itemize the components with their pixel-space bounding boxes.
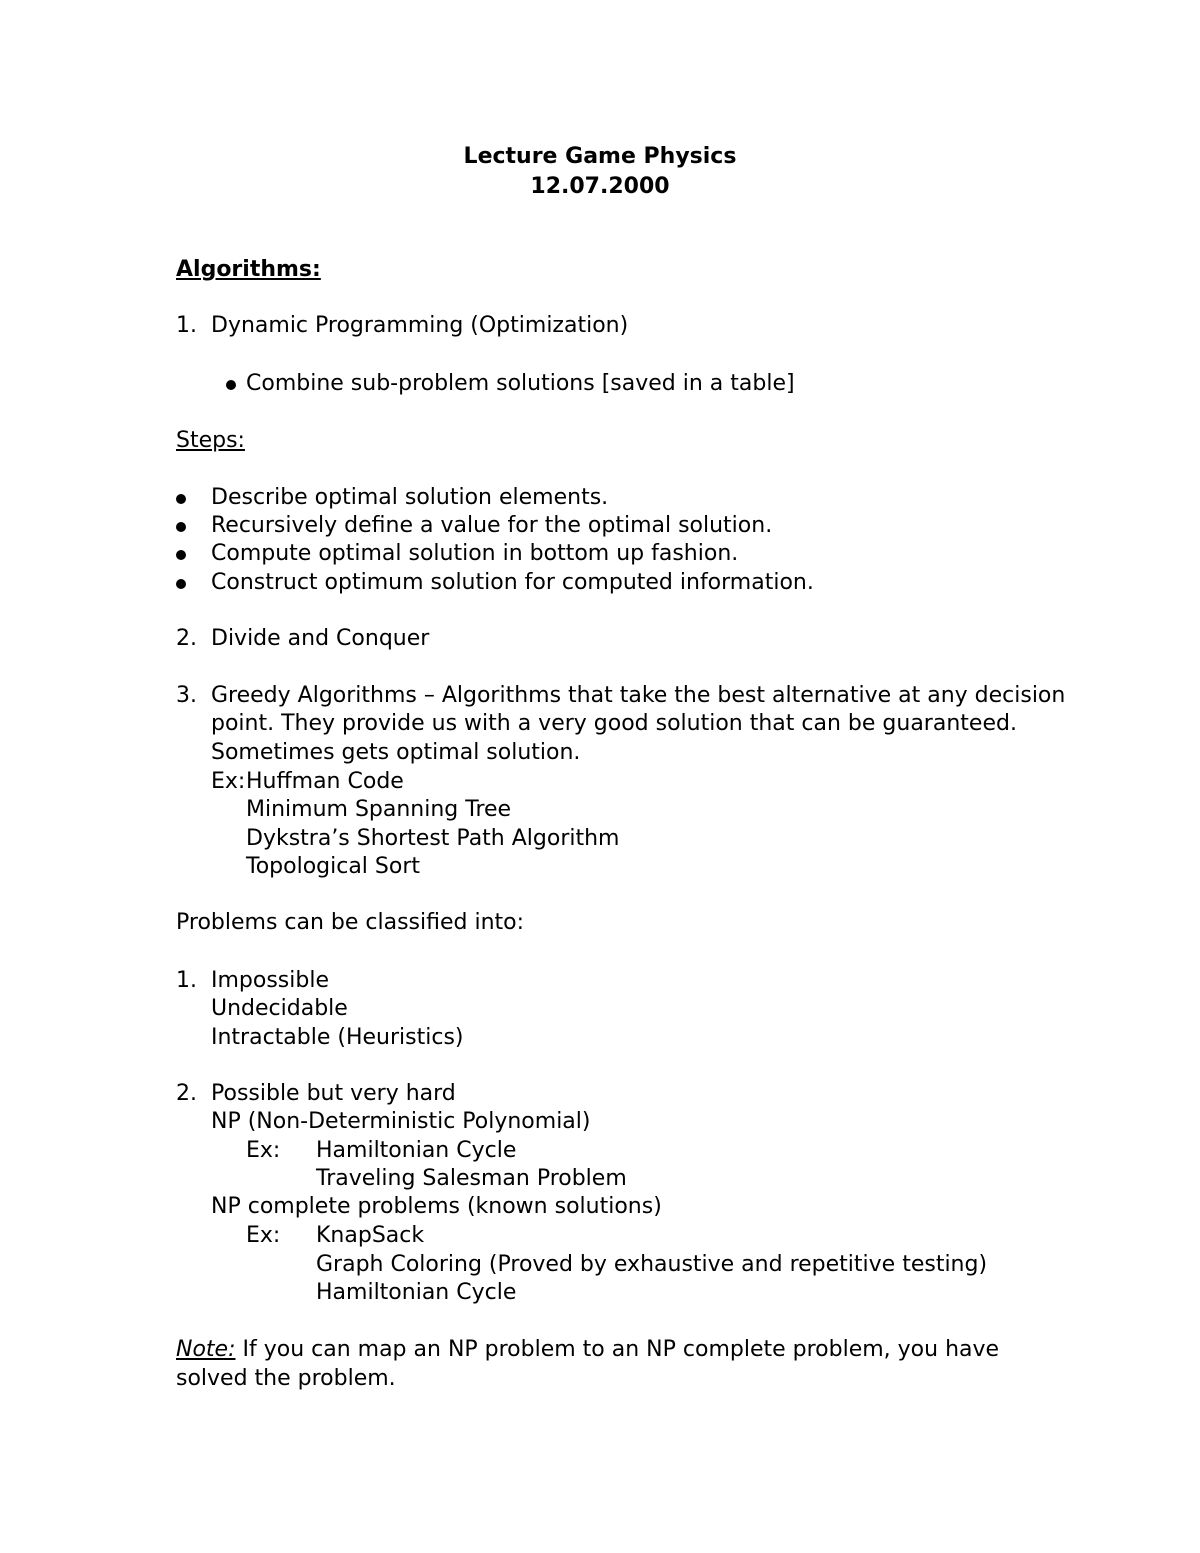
bullet-icon bbox=[176, 550, 186, 560]
note-line bbox=[176, 1336, 999, 1364]
list-item: Construct optimum solution for computed information. bbox=[211, 570, 814, 595]
example-item: Topological Sort bbox=[246, 854, 421, 879]
example-label: Ex: bbox=[246, 1138, 281, 1163]
example-item: KnapSack bbox=[316, 1223, 425, 1248]
list-item: Dynamic Programming (Optimization) bbox=[211, 313, 629, 338]
example-item: Dykstra’s Shortest Path Algorithm bbox=[246, 826, 620, 851]
list-item: Describe optimal solution elements. bbox=[211, 485, 609, 510]
list-item: Greedy Algorithms – Algorithms that take the best alternative at any decision bbox=[211, 683, 1066, 708]
list-item-continuation: point. They provide us with a very good solution that can be guaranteed. bbox=[211, 711, 1017, 736]
bullet-icon bbox=[176, 579, 186, 589]
np-label: NP (Non-Deterministic Polynomial) bbox=[211, 1109, 591, 1134]
bullet-icon bbox=[226, 380, 236, 390]
list-item-continuation: Intractable (Heuristics) bbox=[211, 1025, 464, 1050]
bullet-icon bbox=[176, 494, 186, 504]
list-number: 2. bbox=[176, 626, 197, 651]
list-item: Possible but very hard bbox=[211, 1081, 456, 1106]
list-item: Compute optimal solution in bottom up fashion. bbox=[211, 541, 739, 566]
npc-label: NP complete problems (known solutions) bbox=[211, 1194, 662, 1219]
note-label: Note: bbox=[176, 1337, 236, 1362]
document-date: 12.07.2000 bbox=[530, 174, 670, 199]
example-label: Ex: bbox=[246, 1223, 281, 1248]
note-text: If you can map an NP problem to an NP complete problem, you have bbox=[235, 1337, 1000, 1362]
example-item: Graph Coloring (Proved by exhaustive and repetitive testing) bbox=[316, 1252, 988, 1277]
list-item: Recursively define a value for the optimal solution. bbox=[211, 513, 773, 538]
algorithms-heading: Algorithms: bbox=[176, 257, 321, 282]
example-item: Hamiltonian Cycle bbox=[316, 1280, 517, 1305]
example-item: Traveling Salesman Problem bbox=[316, 1166, 627, 1191]
list-number: 1. bbox=[176, 313, 197, 338]
document-title: Lecture Game Physics bbox=[463, 144, 737, 169]
list-item: Impossible bbox=[211, 968, 329, 993]
list-item: Combine sub-problem solutions [saved in a table] bbox=[246, 371, 795, 396]
list-item-continuation: Sometimes gets optimal solution. bbox=[211, 740, 581, 765]
list-number: 3. bbox=[176, 683, 197, 708]
list-item-continuation: Undecidable bbox=[211, 996, 348, 1021]
example-item: Minimum Spanning Tree bbox=[246, 797, 512, 822]
list-number: 2. bbox=[176, 1081, 197, 1106]
note-continuation: solved the problem. bbox=[176, 1366, 396, 1391]
problems-intro: Problems can be classified into: bbox=[176, 910, 525, 935]
list-number: 1. bbox=[176, 968, 197, 993]
list-item: Divide and Conquer bbox=[211, 626, 430, 651]
steps-heading: Steps: bbox=[176, 428, 245, 453]
example-item: Huffman Code bbox=[246, 769, 404, 794]
example-label: Ex: bbox=[211, 769, 246, 794]
bullet-icon bbox=[176, 522, 186, 532]
example-item: Hamiltonian Cycle bbox=[316, 1138, 517, 1163]
